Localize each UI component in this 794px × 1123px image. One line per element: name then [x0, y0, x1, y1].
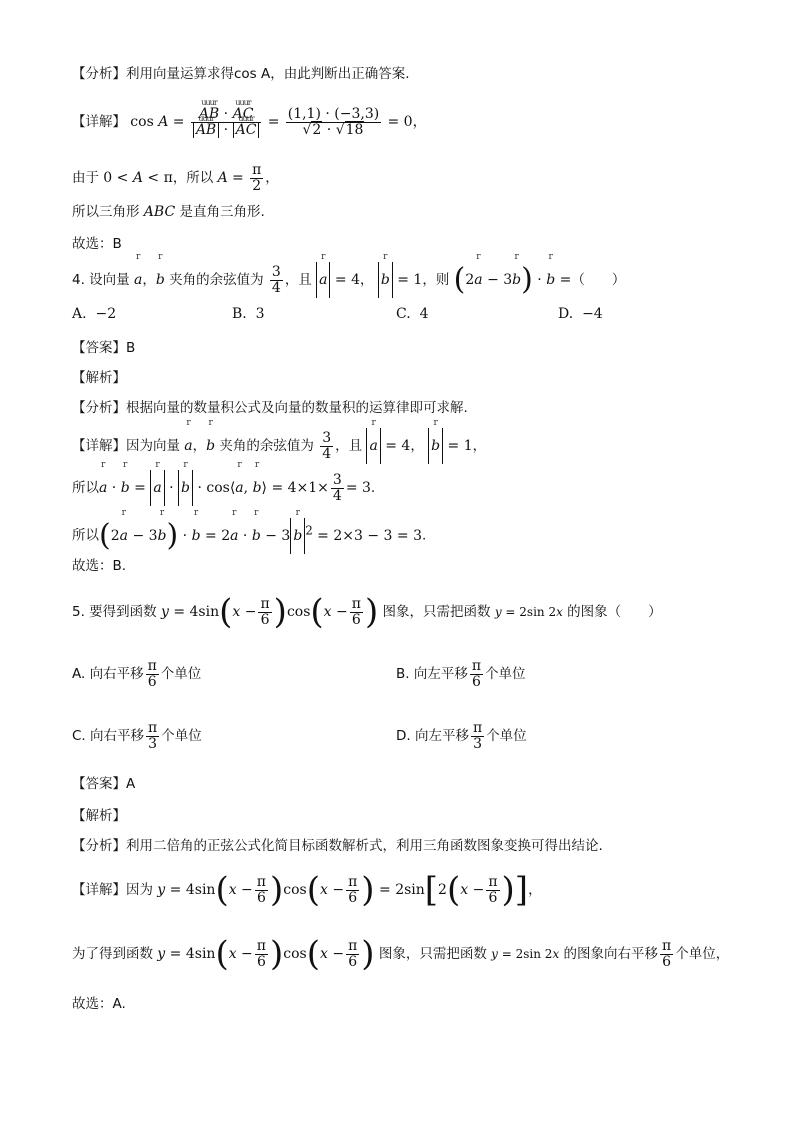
q4-jiexi: 【解析】 — [72, 370, 126, 386]
q4-answer: 【答案】B — [72, 340, 136, 356]
q5-weile: 为了得到函数 y = 4sin(x − $\frac{\pi}{6}$ )cos(x − $\frac{\pi}{6}$ ) 图象，只需把函数 y = 2sin 2x 的图象向右平移 $\frac{\pi}{6}$ 个单位， — [72, 934, 730, 974]
q5-choose: 故选：A. — [72, 996, 126, 1012]
q4-option-c: C. 4 — [396, 306, 429, 322]
q5-jiexi: 【解析】 — [72, 808, 126, 824]
since-line: 由于 0 < A < π，所以 A = $\frac{\pi}{2}$ ， — [72, 161, 279, 194]
q5-option-c: C. 向右平移 $\frac{\pi}{3}$ 个单位 — [72, 719, 202, 752]
right-triangle-line: 所以三角形 ABC 是直角三角形. — [72, 204, 265, 220]
q4-dot-product: 所以r a · r b = r a · r b · cos⟨r a, r b⟩ = 4×1× $\frac{3}{4}$ = 3. — [72, 470, 734, 506]
q5-answer: 【答案】A — [72, 776, 136, 792]
q4-option-b: B. 3 — [232, 306, 265, 322]
q5-xiangjie: 【详解】因为 y = 4sin(x − $\frac{\pi}{6}$ )cos(x − $\frac{\pi}{6}$ ) = 2sin[2(x − $\frac{\pi}{6}$ )]， — [72, 870, 542, 910]
choose-B-1: 故选：B — [72, 236, 122, 252]
q4-fenxi: 【分析】根据向量的数量积公式及向量的数量积的运算律即可求解. — [72, 400, 468, 416]
q4-option-a: A. −2 — [72, 306, 117, 322]
cosA-value-fraction: $\frac{(1,1) \cdot (-3,3)}{√2 \cdot √18}$ — [287, 105, 380, 138]
q4-choose: 故选：B. — [72, 558, 127, 574]
detail-cosA: 【详解】 cos A = uuur AB · uuur AC uuur AB · uuur AC = $\frac{(1,1) \cdot (-3,3)}{√2 \cdot √18}$ = 0， — [72, 100, 734, 144]
q4-result: 所以(2r a − 3r b) · r b = 2r a · r b − 3r b $^2$ = 2×3 − 3 = 3. — [72, 512, 734, 548]
analysis-line: 【分析】利用向量运算求得cos A，由此判断出正确答案. — [72, 66, 410, 82]
q5-fenxi: 【分析】利用二倍角的正弦公式化简目标函数解析式，利用三角函数图象变换可得出结论. — [72, 838, 603, 854]
question-4: 4. 设向量 r a，r b 夹角的余弦值为 $\frac{3}{4}$ ，且 r a = 4， r b = 1，则 (2r a − 3r b) · r b =（ ） — [72, 262, 734, 298]
q5-option-a: A. 向右平移 $\frac{\pi}{6}$ 个单位 — [72, 657, 202, 690]
cosA-fraction: uuur AB · uuur AC uuur AB · uuur AC — [191, 107, 262, 138]
q5-option-d: D. 向左平移 $\frac{\pi}{3}$ 个单位 — [396, 719, 527, 752]
question-5: 5. 要得到函数 y = 4sin(x − $\frac{\pi}{6}$ )cos(x − $\frac{\pi}{6}$ ) 图象，只需把函数 y = 2sin 2x 的图象（ ） — [72, 592, 662, 632]
q4-option-d: D. −4 — [558, 306, 603, 322]
q4-xiangjie: 【详解】因为向量 r a，r b 夹角的余弦值为 $\frac{3}{4}$ ，且 r a = 4， r b = 1， — [72, 428, 734, 464]
q5-option-b: B. 向左平移 $\frac{\pi}{6}$ 个单位 — [396, 657, 526, 690]
